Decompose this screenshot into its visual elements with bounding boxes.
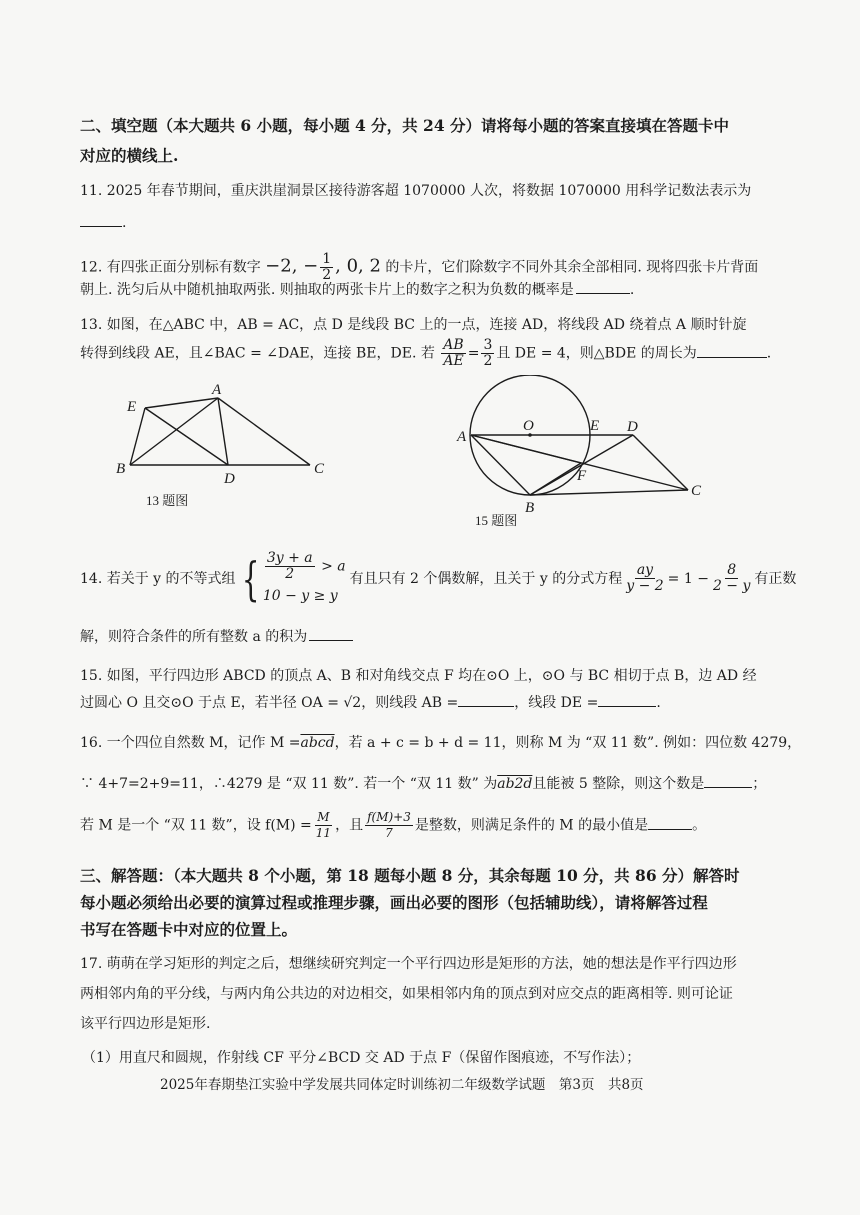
q12-fraction: $\frac{1}{2}$ (322, 251, 332, 283)
q13-fraction-3-2: $\frac{3}{2}$ (483, 337, 493, 369)
brace-symbol: { (241, 551, 259, 606)
q16-line3: 若 M 是一个 “双 11 数”，设 f(M) = $\frac{M}{11}$ ，且 $\frac{f(M)+3}{7}$ 是整数，则满足条件的 M 的最小值是 。 (80, 810, 707, 840)
q12-numbers-b: , 0, 2 (335, 255, 381, 277)
q14-inequality-system: { $\frac{3y + a}{2}$ > a 10 − y ≥ y (241, 550, 346, 606)
label-B: B (116, 461, 126, 477)
answer-blank (704, 773, 752, 788)
q11-answer-line: . (80, 212, 126, 233)
answer-blank (648, 815, 692, 830)
section2-title-line1: 二、填空题（本大题共 6 小题，每小题 4 分，共 24 分）请将每小题的答案直接填在答题卡中 (80, 116, 730, 135)
answer-blank (598, 692, 656, 707)
section2-title-line2: 对应的横线上. (80, 146, 179, 165)
seg-AB (471, 435, 530, 495)
figure-13-caption: 13 题图 (146, 493, 189, 508)
answer-blank (309, 626, 353, 641)
seg-BF (530, 463, 581, 495)
page-footer: 2025年春期垫江实验中学发展共同体定时训练初二年级数学试题 第3页 共8页 (160, 1077, 644, 1093)
seg-EB (130, 408, 145, 465)
section3-line1: 三、解答题：（本大题共 8 个小题，第 18 题每小题 8 分，其余每题 10 分，共 86 分）解答时 (80, 866, 740, 885)
answer-blank (697, 343, 767, 358)
q15-line2: 过圆心 O 且交⊙O 于点 E，若半径 OA = √2，则线段 AB = ，线段 DE = . (80, 692, 661, 713)
q12-prefix: 12. 有四张正面分别标有数字 (80, 259, 261, 276)
q16-line2: ∵ 4+7=2+9=11，∴4279 是 “双 11 数”. 若一个 “双 11 数” 为ab2d且能被 5 整除，则这个数是 ； (80, 773, 766, 794)
answer-blank (80, 212, 122, 227)
q12-suffix: 的卡片，它们除数字不同外其余全部相同. 现将四张卡片背面 (385, 259, 759, 276)
answer-blank (576, 279, 630, 294)
q15-line1: 15. 如图，平行四边形 ABCD 的顶点 A、B 和对角线交点 F 均在⊙O 上，⊙O 与 BC 相切于点 B，边 AD 经 (80, 668, 757, 684)
label-C: C (314, 461, 325, 477)
figure-13 (100, 380, 350, 520)
q14-fraction-8: $\frac{8}{2 - y}$ (712, 562, 751, 594)
q17-line2: 两相邻内角的平分线，与两内角公共边的对边相交，如果相邻内角的顶点到对应交点的距离相等. 则可论证 (80, 986, 733, 1002)
answer-blank (458, 692, 514, 707)
q16-ab2d: ab2d (497, 776, 533, 792)
label-D: D (224, 471, 235, 487)
q11-text: 11. 2025 年春节期间，重庆洪崖洞景区接待游客超 1070000 人次，将数据 1070000 用科学记数法表示为 (80, 183, 752, 199)
q12-line2: 朝上. 洗匀后从中随机抽取两张. 则抽取的两张卡片上的数字之积为负数的概率是 . (80, 279, 634, 300)
q13-fraction-ab-ae: $\frac{AB}{AE}$ (443, 337, 464, 369)
q17-part1: （1）用直尺和圆规，作射线 CF 平分∠BCD 交 AD 于点 F（保留作图痕迹，不写作法）； (82, 1050, 641, 1066)
q14-fraction-ay: $\frac{ay}{y - 2}$ (626, 562, 664, 594)
label-E: E (590, 418, 600, 434)
seg-AF (471, 435, 581, 463)
q17-line3: 该平行四边形是矩形. (80, 1016, 211, 1032)
q13-line2: 转得到线段 AE，且∠BAC = ∠DAE，连接 BE，DE. 若 $\frac{AB}{AE}$ = $\frac{3}{2}$ 且 DE = 4，则△BDE 的周长为 . (80, 337, 772, 369)
section3-line3: 书写在答题卡中对应的位置上。 (80, 920, 298, 939)
label-E: E (127, 399, 137, 415)
seg-AC (218, 398, 310, 465)
section3-line2: 每小题必须给出必要的演算过程或推理步骤，画出必要的图形（包括辅助线），请将解答过程 (80, 893, 708, 912)
label-A: A (457, 429, 467, 445)
label-C: C (691, 483, 702, 499)
q12-numbers-a: −2, − (265, 255, 319, 277)
q17-line1: 17. 萌萌在学习矩形的判定之后，想继续研究判定一个平行四边形是矩形的方法，她的想法是作平行四边形 (80, 956, 737, 972)
figure-15-caption: 15 题图 (475, 513, 518, 528)
seg-ED (145, 408, 228, 465)
figure-15 (455, 375, 715, 535)
seg-DC (633, 435, 688, 490)
q16-abcd: abcd (300, 735, 335, 751)
q16-line1: 16. 一个四位自然数 M，记作 M =abcd，若 a + c = b + d = 11，则称 M 为 “双 11 数”. 例如：四位数 4279， (80, 735, 802, 751)
label-D: D (627, 419, 638, 435)
q14-line1: 14. 若关于 y 的不等式组 { $\frac{3y + a}{2}$ > a 10 − y ≥ y 有且只有 2 个偶数解，且关于 y 的分式方程 $\frac{ay}{y - 2}$ = 1 − $\frac{8}{2 - y}$ 有正数 (80, 550, 797, 606)
seg-AD (218, 398, 228, 465)
seg-AB (130, 398, 218, 465)
label-F: F (577, 468, 587, 484)
q14-line2: 解，则符合条件的所有整数 a 的积为 (80, 626, 353, 647)
label-B: B (525, 500, 535, 516)
label-A: A (212, 382, 222, 398)
q13-line1: 13. 如图，在△ABC 中，AB = AC，点 D 是线段 BC 上的一点，连接 AD，将线段 AD 绕着点 A 顺时针旋 (80, 317, 747, 333)
label-O: O (523, 418, 534, 434)
